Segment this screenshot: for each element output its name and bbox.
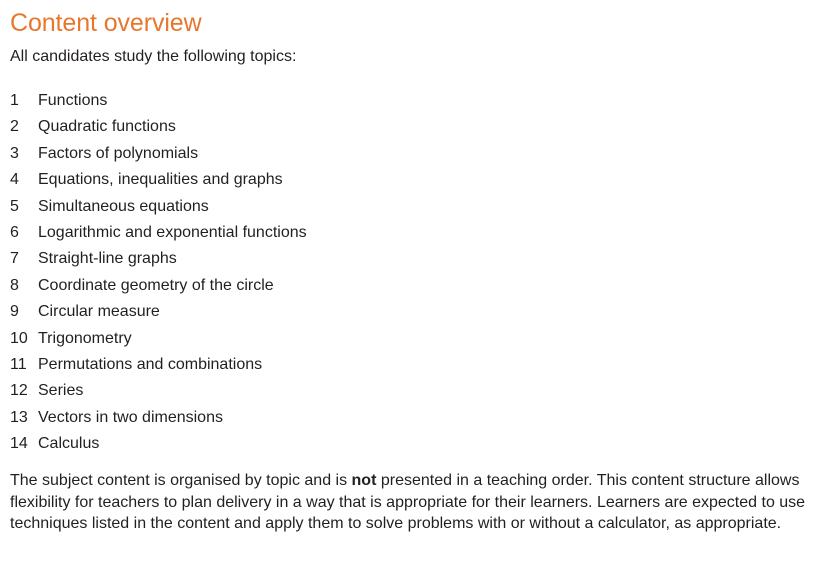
topic-label: Straight-line graphs xyxy=(38,250,177,268)
topic-label: Quadratic functions xyxy=(38,118,176,136)
topic-number: 10 xyxy=(10,329,28,347)
topic-label: Equations, inequalities and graphs xyxy=(38,171,283,189)
list-item xyxy=(10,223,818,249)
list-item xyxy=(10,329,818,355)
topic-label: Logarithmic and exponential functions xyxy=(38,223,307,241)
topic-label: Series xyxy=(38,382,84,400)
topic-number: 14 xyxy=(10,435,28,453)
topic-label: Trigonometry xyxy=(38,329,132,347)
list-item xyxy=(10,434,818,460)
topic-label: Coordinate geometry of the circle xyxy=(38,276,274,294)
topic-label: Vectors in two dimensions xyxy=(38,408,223,426)
list-item xyxy=(10,91,818,117)
list-item xyxy=(10,197,818,223)
list-item xyxy=(10,302,818,328)
topic-number: 5 xyxy=(10,197,19,215)
topic-label: Permutations and combinations xyxy=(38,355,263,373)
topic-label: Factors of polynomials xyxy=(38,144,199,162)
topic-number: 1 xyxy=(10,92,19,109)
topic-number: 4 xyxy=(10,171,19,189)
topic-number: 2 xyxy=(10,118,19,136)
closing-text-before: The subject content is organised by topic and is xyxy=(10,472,352,490)
topic-number: 8 xyxy=(10,276,19,294)
document-page xyxy=(10,6,818,535)
topic-number: 3 xyxy=(10,144,19,162)
topic-number: 9 xyxy=(10,303,19,321)
list-item xyxy=(10,249,818,275)
topic-list xyxy=(10,91,818,460)
intro-text: All candidates study the following topics: xyxy=(10,48,297,65)
topic-label: Simultaneous equations xyxy=(38,197,209,215)
list-item xyxy=(10,408,818,434)
list-item xyxy=(10,170,818,196)
list-item xyxy=(10,381,818,407)
topic-number: 11 xyxy=(10,355,27,373)
closing-text-after: presented in a teaching order. This content structure allows flexibility for teachers to plan delivery in a way that is appropriate for their learners. Learners are expected to use techniques listed in the content and apply them to solve problems with or without a calculator, as appropriate. xyxy=(10,472,806,533)
topic-number: 7 xyxy=(10,250,19,268)
list-item xyxy=(10,117,818,143)
topic-number: 13 xyxy=(10,408,28,426)
topic-label: Functions xyxy=(38,92,108,109)
topic-label: Calculus xyxy=(38,435,100,453)
closing-emphasis: not xyxy=(351,472,377,490)
page-title: Content overview xyxy=(10,9,202,37)
list-item xyxy=(10,276,818,302)
topic-number: 12 xyxy=(10,382,28,400)
topic-number: 6 xyxy=(10,223,19,241)
topic-label: Circular measure xyxy=(38,303,160,321)
list-item xyxy=(10,355,818,381)
list-item xyxy=(10,144,818,170)
closing-paragraph xyxy=(10,470,818,535)
